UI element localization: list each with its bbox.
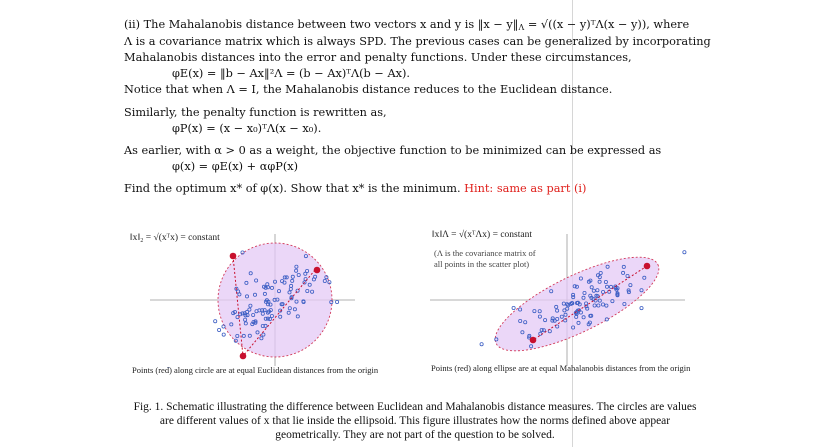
scatter-dot	[214, 320, 217, 323]
figure-caption-line-2: are different values of x that lie inside the ellipsoid. This figure illustrates how the norms defined above appear	[159, 415, 671, 427]
mahalanobis-definition-c: = √((x − y)ᵀΛ(x − y)), where	[524, 18, 690, 31]
problem-line-1	[124, 18, 689, 35]
scatter-dot	[218, 328, 221, 331]
left-plot-caption: Points (red) along circle are at equal Euclidean distances from the origin	[132, 365, 379, 375]
red-point-3	[240, 353, 247, 360]
scatter-dot	[512, 306, 515, 309]
problem-line-3: Mahalanobis distances into the error and penalty functions. Under these circumstances,	[124, 51, 632, 64]
scatter-dot	[336, 300, 339, 303]
divider-line	[572, 0, 573, 447]
scatter-dot	[640, 307, 643, 310]
euclidean-plot	[120, 228, 420, 368]
problem-line-4: Notice that when Λ = I, the Mahalanobis distance reduces to the Euclidean distance.	[124, 83, 613, 96]
red-point-2	[530, 337, 537, 344]
problem-line-6: As earlier, with α > 0 as a weight, the objective function to be minimized can be expressed as	[124, 144, 662, 157]
scatter-dot	[480, 343, 483, 346]
covariance-note-2: all points in the scatter plot)	[434, 259, 530, 269]
right-plot-caption: Points (red) along ellipse are at equal Mahalanobis distances from the origin	[431, 363, 691, 373]
scatter-dot	[222, 333, 225, 336]
mahalanobis-definition-a: (ii) The Mahalanobis distance between two vectors x and y is ‖x − y‖	[124, 18, 519, 31]
covariance-note-1: (Λ is the covariance matrix of	[434, 248, 536, 258]
mahalanobis-norm-label: ‖x‖Λ = √(xᵀΛx) = constant	[432, 230, 532, 240]
task-statement: Find the optimum x* of φ(x). Show that x* is the minimum.	[124, 182, 461, 195]
equation-objective-function: φ(x) = φE(x) + αφP(x)	[172, 160, 299, 173]
hint-text: Hint: same as part (i)	[464, 182, 587, 195]
equation-error-function: φE(x) = ‖b − Ax‖²Λ = (b − Ax)ᵀΛ(b − Ax).	[172, 67, 410, 80]
figure-caption-line-3: geometrically. They are not part of the question to be solved.	[275, 429, 555, 441]
red-point-2	[314, 267, 321, 274]
euclidean-circle	[218, 243, 332, 357]
mahalanobis-definition-sub: Λ	[518, 23, 525, 32]
problem-line-7	[124, 182, 586, 196]
red-point-1	[230, 253, 237, 260]
problem-line-5: Similarly, the penalty function is rewritten as,	[124, 106, 387, 119]
equation-penalty-function: φP(x) = (x − x₀)ᵀΛ(x − x₀).	[172, 122, 322, 135]
red-point-1	[644, 263, 651, 270]
mahalanobis-plot	[430, 228, 700, 368]
figure-caption-line-1: Fig. 1. Schematic illustrating the difference between Euclidean and Mahalanobis distance measures. The circles are values	[133, 401, 697, 413]
euclidean-norm-label: ‖x‖₂ = √(xᵀx) = constant	[130, 233, 220, 243]
scatter-dot	[683, 251, 686, 254]
problem-line-2: Λ is a covariance matrix which is always SPD. The previous cases can be generalized by incorporating	[124, 35, 711, 48]
